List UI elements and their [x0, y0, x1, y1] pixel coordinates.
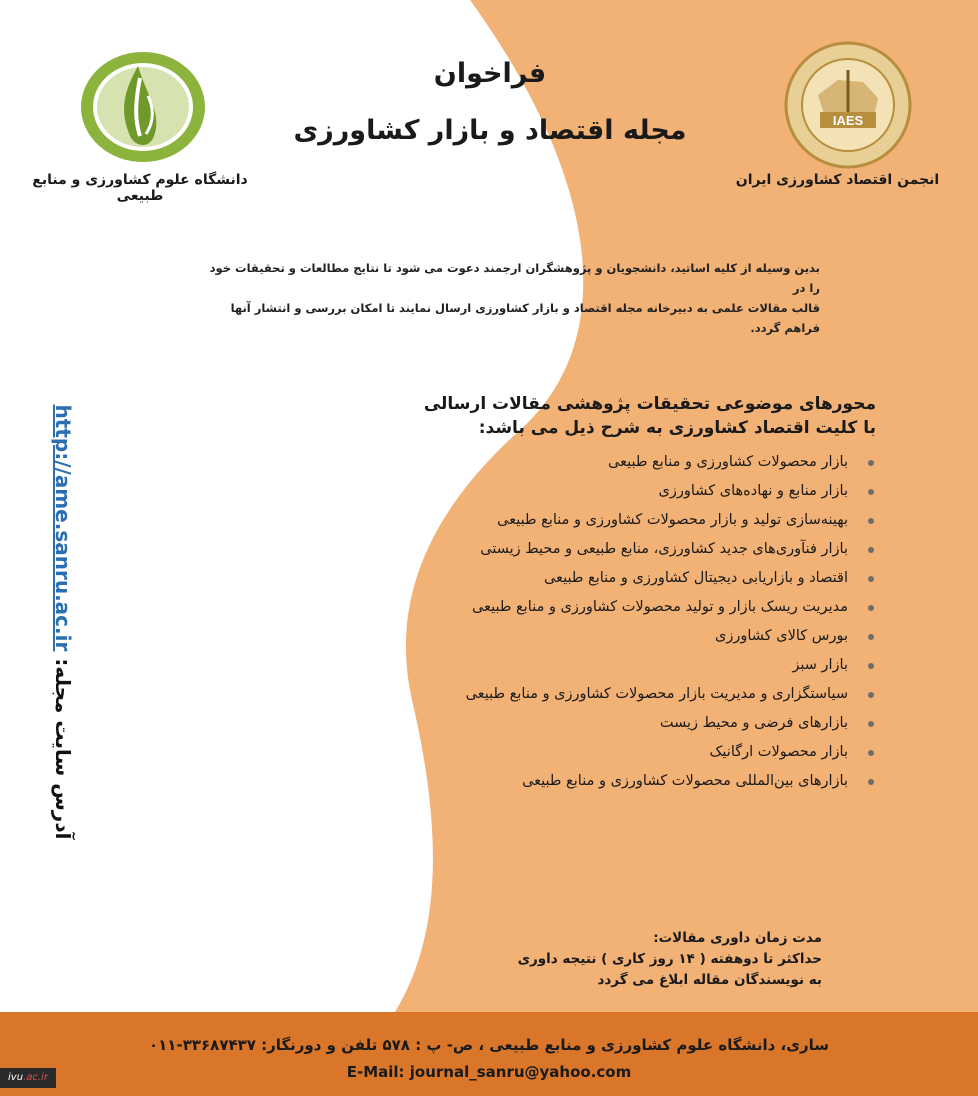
topic-item — [380, 593, 880, 622]
topic-item — [380, 738, 880, 767]
badge-suffix: .ac.ir — [23, 1072, 48, 1083]
university-name: دانشگاه علوم کشاورزی و منابع طبیعی — [32, 172, 248, 204]
topic-item — [380, 680, 880, 709]
topics-list — [380, 448, 880, 796]
bullet-icon — [868, 750, 874, 756]
review-line-2: حداکثر تا دوهفته ( ۱۴ روز کاری ) نتیجه داوری — [517, 951, 822, 967]
topic-item — [380, 564, 880, 593]
topic-item — [380, 767, 880, 796]
bullet-icon — [868, 605, 874, 611]
university-logo — [78, 48, 208, 166]
topic-item — [380, 709, 880, 738]
footer-address: ساری، دانشگاه علوم کشاورزی و منابع طبیعی ، ص- پ : ۵۷۸ تلفن و دورنگار: ۳۳۶۸۷۴۳۷-۰۱۱ — [149, 1036, 829, 1054]
topic-item — [380, 622, 880, 651]
topic-item — [380, 535, 880, 564]
bullet-icon — [868, 692, 874, 698]
footer-email[interactable]: E-Mail: journal_sanru@yahoo.com — [346, 1063, 632, 1081]
bullet-icon — [868, 518, 874, 524]
intro-line-2: قالب مقالات علمی به دبیرخانه مجله اقتصاد و بازار کشاورزی ارسال نمایند تا امکان بررسی و انتشار آنها فراهم گردد. — [230, 301, 820, 335]
bullet-icon — [868, 489, 874, 495]
website-label: آدرس سایت مجله: — [51, 658, 75, 840]
topic-item — [380, 477, 880, 506]
bullet-icon — [868, 576, 874, 582]
bullet-icon — [868, 721, 874, 727]
footer-bar — [0, 1012, 978, 1096]
bullet-icon — [868, 547, 874, 553]
bullet-icon — [868, 634, 874, 640]
bullet-icon — [868, 460, 874, 466]
topic-item — [380, 448, 880, 477]
topic-label: بازارهای فرضی و محیط زیست — [659, 715, 848, 731]
call-title: فراخوان — [433, 58, 547, 89]
topic-label: بازار محصولات کشاورزی و منابع طبیعی — [608, 454, 848, 470]
topic-label: بازار فنآوری‌های جدید کشاورزی، منابع طبیعی و محیط زیستی — [480, 541, 848, 557]
topic-item — [380, 506, 880, 535]
topic-label: اقتصاد و بازاریابی دیجیتال کشاورزی و منابع طبیعی — [544, 570, 848, 586]
topics-heading-line-2: با کلیت اقتصاد کشاورزی به شرح ذیل می باشد: — [478, 418, 876, 438]
topic-label: بازار سبز — [792, 657, 848, 673]
review-note — [480, 928, 822, 991]
topic-label: مدیریت ریسک بازار و تولید محصولات کشاورزی و منابع طبیعی — [472, 599, 848, 615]
topic-label: بازارهای بین‌المللی محصولات کشاورزی و منابع طبیعی — [522, 773, 848, 789]
topic-label: سیاستگزاری و مدیریت بازار محصولات کشاورزی و منابع طبیعی — [465, 686, 848, 702]
iaes-logo — [778, 40, 918, 170]
topic-label: بازار منابع و نهاده‌های کشاورزی — [658, 483, 848, 499]
journal-title: مجله اقتصاد و بازار کشاورزی — [293, 115, 687, 146]
website-address — [38, 404, 88, 840]
topic-label: بازار محصولات ارگانیک — [709, 744, 848, 760]
review-line-3: به نویسندگان مقاله ابلاغ می گردد — [597, 972, 822, 988]
topic-label: بهینه‌سازی تولید و بازار محصولات کشاورزی و منابع طبیعی — [497, 512, 848, 528]
topics-heading — [420, 392, 876, 440]
review-line-1: مدت زمان داوری مقالات: — [653, 930, 822, 946]
badge-prefix: ivu — [8, 1072, 24, 1083]
topic-label: بورس کالای کشاورزی — [715, 628, 848, 644]
iaes-logo-text: IAES — [832, 113, 864, 128]
topic-item — [380, 651, 880, 680]
intro-line-1: بدین وسیله از کلیه اساتید، دانشجویان و پژوهشگران ارجمند دعوت می شود تا نتایج مطالعات و تحقیقات خود را در — [209, 261, 820, 295]
intro-paragraph — [200, 258, 820, 338]
topics-heading-line-1: محورهای موضوعی تحقیقات پژوهشی مقالات ارسالی — [423, 394, 876, 414]
bullet-icon — [868, 779, 874, 785]
association-name: انجمن اقتصاد کشاورزی ایران — [735, 172, 940, 188]
website-link[interactable]: http://ame.sanru.ac.ir — [51, 404, 75, 652]
bullet-icon — [868, 663, 874, 669]
watermark-badge — [0, 1068, 56, 1088]
